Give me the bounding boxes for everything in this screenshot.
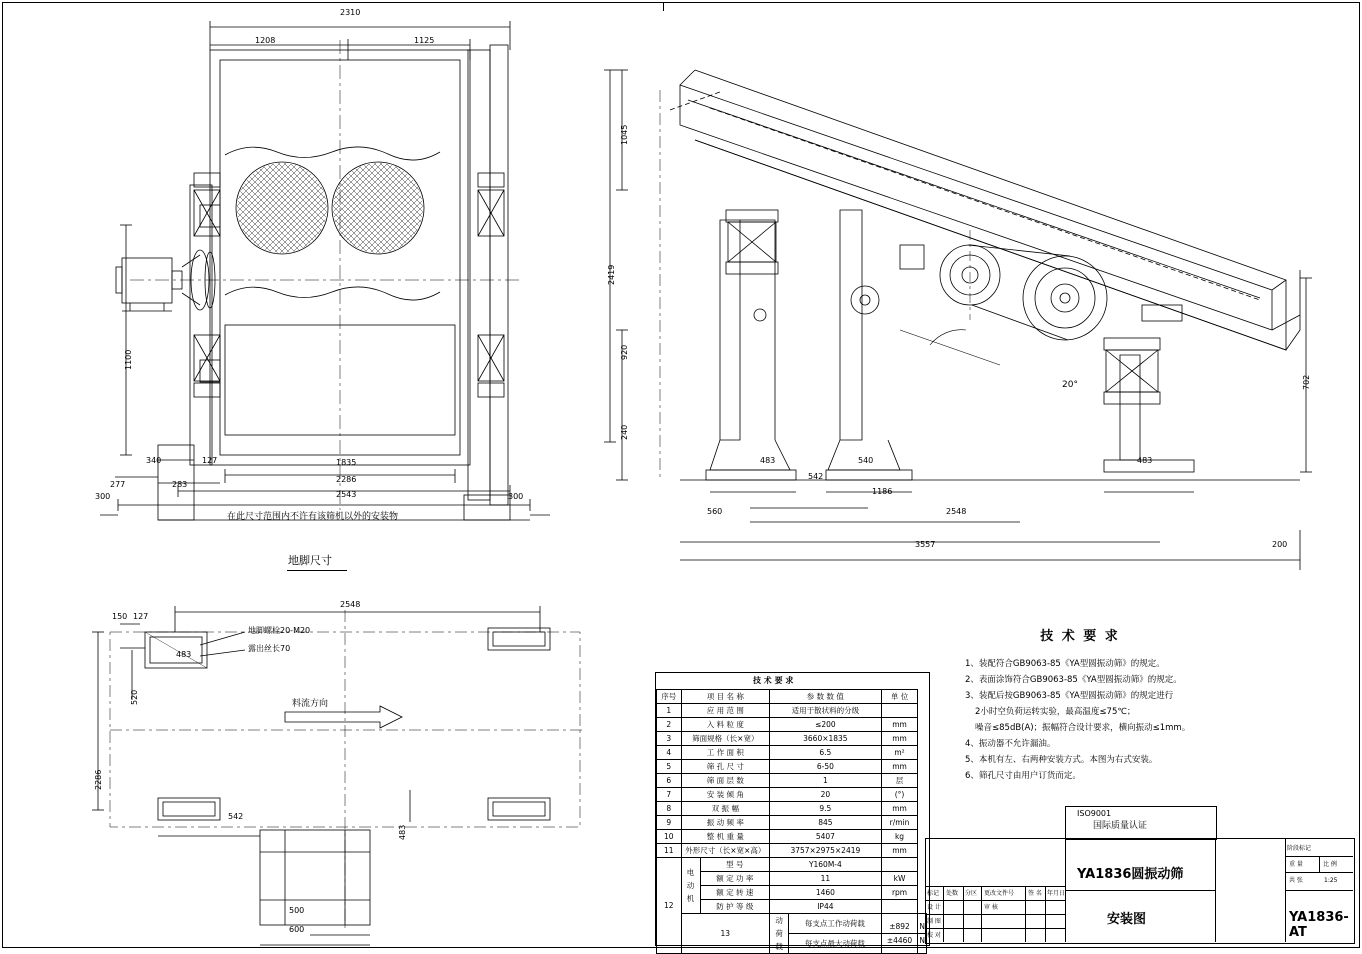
dim-front-height-left: 1100 xyxy=(124,349,133,370)
tech-req-item: 5、本机有左、右两种安装方式。本图为右式安装。 xyxy=(965,755,1158,765)
cell: 整 机 重 量 xyxy=(681,830,770,844)
cell: 3 xyxy=(657,732,682,746)
tb-stage-label: 阶段标记 xyxy=(1287,845,1312,852)
cell xyxy=(882,858,918,872)
load-index: 13 xyxy=(681,914,770,954)
tb-left-col xyxy=(963,886,964,942)
tb-col-header: 更改文件号 xyxy=(984,890,1015,897)
tb-col-header: 分区 xyxy=(965,890,978,897)
tb-role-label: 制 图 xyxy=(927,918,941,925)
spec-row-2 xyxy=(657,718,927,732)
cell: 10 xyxy=(657,830,682,844)
dim-plan-483a: 483 xyxy=(176,650,192,659)
cell: mm xyxy=(881,760,918,774)
cell: 8 xyxy=(657,802,682,816)
tb-left-row xyxy=(925,914,1065,915)
cell: 额 定 转 速 xyxy=(700,886,769,900)
cell: 双 振 幅 xyxy=(681,802,770,816)
spec-h-0: 序号 xyxy=(657,690,682,704)
cell: mm xyxy=(881,732,918,746)
tb-left-col xyxy=(981,886,982,942)
cell: mm xyxy=(881,802,918,816)
angle-label: 20° xyxy=(1062,380,1078,390)
cell: 振 动 频 率 xyxy=(681,816,770,830)
spec-row-9 xyxy=(657,816,927,830)
dim-side-702: 702 xyxy=(1302,374,1311,390)
flow-direction-label: 料流方向 xyxy=(292,699,329,709)
dim-side-540: 540 xyxy=(858,456,874,465)
spec-row-10 xyxy=(657,830,927,844)
tb-role-label: 校 对 xyxy=(927,932,941,939)
cell: 9.5 xyxy=(770,802,882,816)
dim-front-overall-top: 2310 xyxy=(340,8,361,17)
cell: 每支点工作动荷载 xyxy=(804,919,865,928)
tb-sheet-total: 共 张 xyxy=(1289,877,1303,884)
cell: 筛 孔 尺 寸 xyxy=(681,760,770,774)
cell: r/min xyxy=(881,816,918,830)
drawing-number: YA1836-AT xyxy=(1289,910,1349,940)
cell: 筛面规格（长×宽） xyxy=(681,732,770,746)
dim-front-base-width: 2543 xyxy=(336,490,357,499)
spec-table-title: 技 术 要 求 xyxy=(753,676,794,685)
cell: 6-50 xyxy=(770,760,882,774)
dim-front-top-right: 1125 xyxy=(414,36,435,45)
spec-row-11 xyxy=(657,844,927,858)
load-group-label: 动 荷 载 xyxy=(770,914,789,953)
dim-plan-127: 127 xyxy=(133,612,149,621)
tb-weight-label: 重 量 xyxy=(1289,861,1303,868)
dim-side-1045: 1045 xyxy=(620,124,629,145)
motor-index: 12 xyxy=(657,858,682,954)
cell: 入 料 粒 度 xyxy=(681,718,770,732)
iso-cert-text: 国际质量认证 xyxy=(1093,821,1148,831)
tb-right-div2 xyxy=(1285,872,1353,873)
dim-plan-520: 520 xyxy=(130,689,139,705)
cell: 11 xyxy=(657,844,682,858)
cell: 7 xyxy=(657,788,682,802)
dim-side-920: 920 xyxy=(620,344,629,360)
cell: 1 xyxy=(770,774,882,788)
tb-role-label: 审 核 xyxy=(984,904,998,911)
cell: 型 号 xyxy=(726,860,744,869)
cell: ±4460 xyxy=(882,934,918,948)
dim-front-283: 283 xyxy=(172,480,188,489)
cell xyxy=(881,704,918,718)
cell: 层 xyxy=(881,774,918,788)
dim-front-340: 340 xyxy=(146,456,162,465)
dim-side-200: 200 xyxy=(1272,540,1288,549)
foot-dim-underline xyxy=(287,570,347,571)
cell: 2 xyxy=(657,718,682,732)
cell: 3660×1835 xyxy=(770,732,882,746)
foot-dim-label: 地脚尺寸 xyxy=(288,554,332,567)
dim-front-277: 277 xyxy=(110,480,126,489)
cell: 4 xyxy=(657,746,682,760)
spec-row-load xyxy=(657,914,927,954)
tech-req-item: 噪音≤85dB(A)；振幅符合设计要求，横向振动≤1mm。 xyxy=(975,723,1191,733)
dim-front-left-margin: 300 xyxy=(95,492,111,501)
cell: IP44 xyxy=(770,900,881,914)
cell: 6.5 xyxy=(770,746,882,760)
cell: 9 xyxy=(657,816,682,830)
cell: kg xyxy=(881,830,918,844)
cell: 3757×2975×2419 xyxy=(770,844,882,858)
tb-col-header: 年月日 xyxy=(1047,890,1066,897)
tb-left-row xyxy=(925,886,1065,887)
cell: mm xyxy=(881,844,918,858)
tech-req-item: 3、装配后按GB9063-85《YA型圆振动筛》的规定进行 xyxy=(965,691,1174,701)
tb-left-col xyxy=(943,886,944,942)
cell: 6 xyxy=(657,774,682,788)
cell: 20 xyxy=(770,788,882,802)
spec-row-3 xyxy=(657,732,927,746)
tb-col-header: 处数 xyxy=(946,890,959,897)
dim-front-mid-width: 2286 xyxy=(336,475,357,484)
cell: m² xyxy=(881,746,918,760)
cell: 适用于散状料的分级 xyxy=(770,704,882,718)
dim-side-483-right: 483 xyxy=(1137,456,1153,465)
spec-row-5 xyxy=(657,760,927,774)
cell: ≤200 xyxy=(770,718,882,732)
tb-right-col xyxy=(1319,856,1320,872)
dim-plan-483b: 483 xyxy=(398,824,407,840)
tb-left-col xyxy=(1045,886,1046,942)
tech-req-item: 1、装配符合GB9063-85《YA型圆振动筛》的规定。 xyxy=(965,659,1165,669)
cell: ±892 xyxy=(889,922,910,931)
side-view-drawing xyxy=(600,30,1320,590)
tb-left-row xyxy=(925,900,1065,901)
tech-req-item: 2、表面涂饰符合GB9063-85《YA型圆振动筛》的规定。 xyxy=(965,675,1182,685)
iso-code: ISO9001 xyxy=(1077,809,1112,818)
dim-plan-500: 500 xyxy=(289,906,305,915)
dim-plan-2548: 2548 xyxy=(340,600,361,609)
drawing-title: YA1836圆振动筛 xyxy=(1077,867,1184,882)
spec-h-3: 单 位 xyxy=(881,690,918,704)
spec-h-2: 参 数 数 值 xyxy=(770,690,882,704)
spec-row-1 xyxy=(657,704,927,718)
cell: 安 装 倾 角 xyxy=(681,788,770,802)
tb-scale-label: 比 例 xyxy=(1323,861,1337,868)
cell: Y160M-4 xyxy=(808,860,842,869)
cell: rpm xyxy=(882,886,918,900)
tb-scale-value: 1:25 xyxy=(1324,877,1338,884)
tb-col-header: 标记 xyxy=(927,890,940,897)
tb-role-label: 设 计 xyxy=(927,904,941,911)
dim-side-2419: 2419 xyxy=(607,264,616,285)
cell: kW xyxy=(882,872,918,886)
title-block xyxy=(925,809,1355,944)
anchor-note-1: 地脚螺栓20-M20 xyxy=(248,626,311,635)
dim-side-483-left: 483 xyxy=(760,456,776,465)
drawing-subtitle: 安装图 xyxy=(1107,912,1147,927)
front-view-drawing xyxy=(60,5,680,565)
spec-h-1: 项 目 名 称 xyxy=(681,690,770,704)
tb-left-row xyxy=(925,928,1065,929)
spec-header-row xyxy=(657,690,927,704)
dim-side-1186: 1186 xyxy=(872,487,893,496)
anchor-note-2: 露出丝长70 xyxy=(248,644,291,653)
tech-req-item: 6、筛孔尺寸由用户订货而定。 xyxy=(965,771,1081,781)
cell: 额 定 功 率 xyxy=(700,872,769,886)
dim-plan-600: 600 xyxy=(289,925,305,934)
spec-row-7 xyxy=(657,788,927,802)
dim-side-560: 560 xyxy=(707,507,723,516)
cell: 外形尺寸（长×宽×高） xyxy=(681,844,770,858)
cell: 5 xyxy=(657,760,682,774)
spec-row-4 xyxy=(657,746,927,760)
dim-front-top-left: 1208 xyxy=(255,36,276,45)
tech-req-item: 2小时空负荷运转实验，最高温度≤75℃； xyxy=(975,707,1136,717)
dim-side-542: 542 xyxy=(808,472,824,481)
spec-row-6 xyxy=(657,774,927,788)
tb-sep-2 xyxy=(1215,838,1216,942)
tech-requirements-title: 技 术 要 求 xyxy=(1040,629,1120,644)
cell: 1 xyxy=(657,704,682,718)
cell: 5407 xyxy=(770,830,882,844)
cell: 防 护 等 级 xyxy=(700,900,769,914)
tb-center-div xyxy=(1065,890,1215,891)
cell: 应 用 范 围 xyxy=(681,704,770,718)
tech-req-item: 4、振动器不允许漏油。 xyxy=(965,739,1056,749)
spec-table xyxy=(656,689,927,954)
dim-side-240: 240 xyxy=(620,424,629,440)
tb-col-header: 签 名 xyxy=(1028,890,1042,897)
cell: mm xyxy=(881,718,918,732)
tb-left-col xyxy=(1025,886,1026,942)
cell: N xyxy=(919,922,925,931)
tech-requirements xyxy=(965,625,1285,784)
spec-row-8 xyxy=(657,802,927,816)
plan-view-drawing xyxy=(80,590,640,950)
tb-right-div3 xyxy=(1285,890,1353,891)
dim-front-127: 127 xyxy=(202,456,218,465)
cell: 11 xyxy=(770,872,881,886)
spec-row-motor-1 xyxy=(657,858,927,914)
cell: 每支点最大动荷载 xyxy=(789,934,881,954)
motor-group-label: 电 动 机 xyxy=(682,858,701,913)
dim-side-3557: 3557 xyxy=(915,540,936,549)
dim-plan-542: 542 xyxy=(228,812,244,821)
cell: 工 作 面 积 xyxy=(681,746,770,760)
dim-plan-2286: 2286 xyxy=(94,769,103,790)
cell: 筛 面 层 数 xyxy=(681,774,770,788)
dim-front-screen-width: 1835 xyxy=(336,458,357,467)
cell: 1460 xyxy=(770,886,881,900)
front-view-note: 在此尺寸范围内不许有该筛机以外的安装物 xyxy=(227,512,399,522)
dim-plan-150: 150 xyxy=(112,612,128,621)
cell xyxy=(882,900,918,914)
cell: 845 xyxy=(770,816,882,830)
dim-side-2548: 2548 xyxy=(946,507,967,516)
cell: (°) xyxy=(881,788,918,802)
dim-front-right-margin: 300 xyxy=(508,492,524,501)
cell: N xyxy=(918,934,926,948)
